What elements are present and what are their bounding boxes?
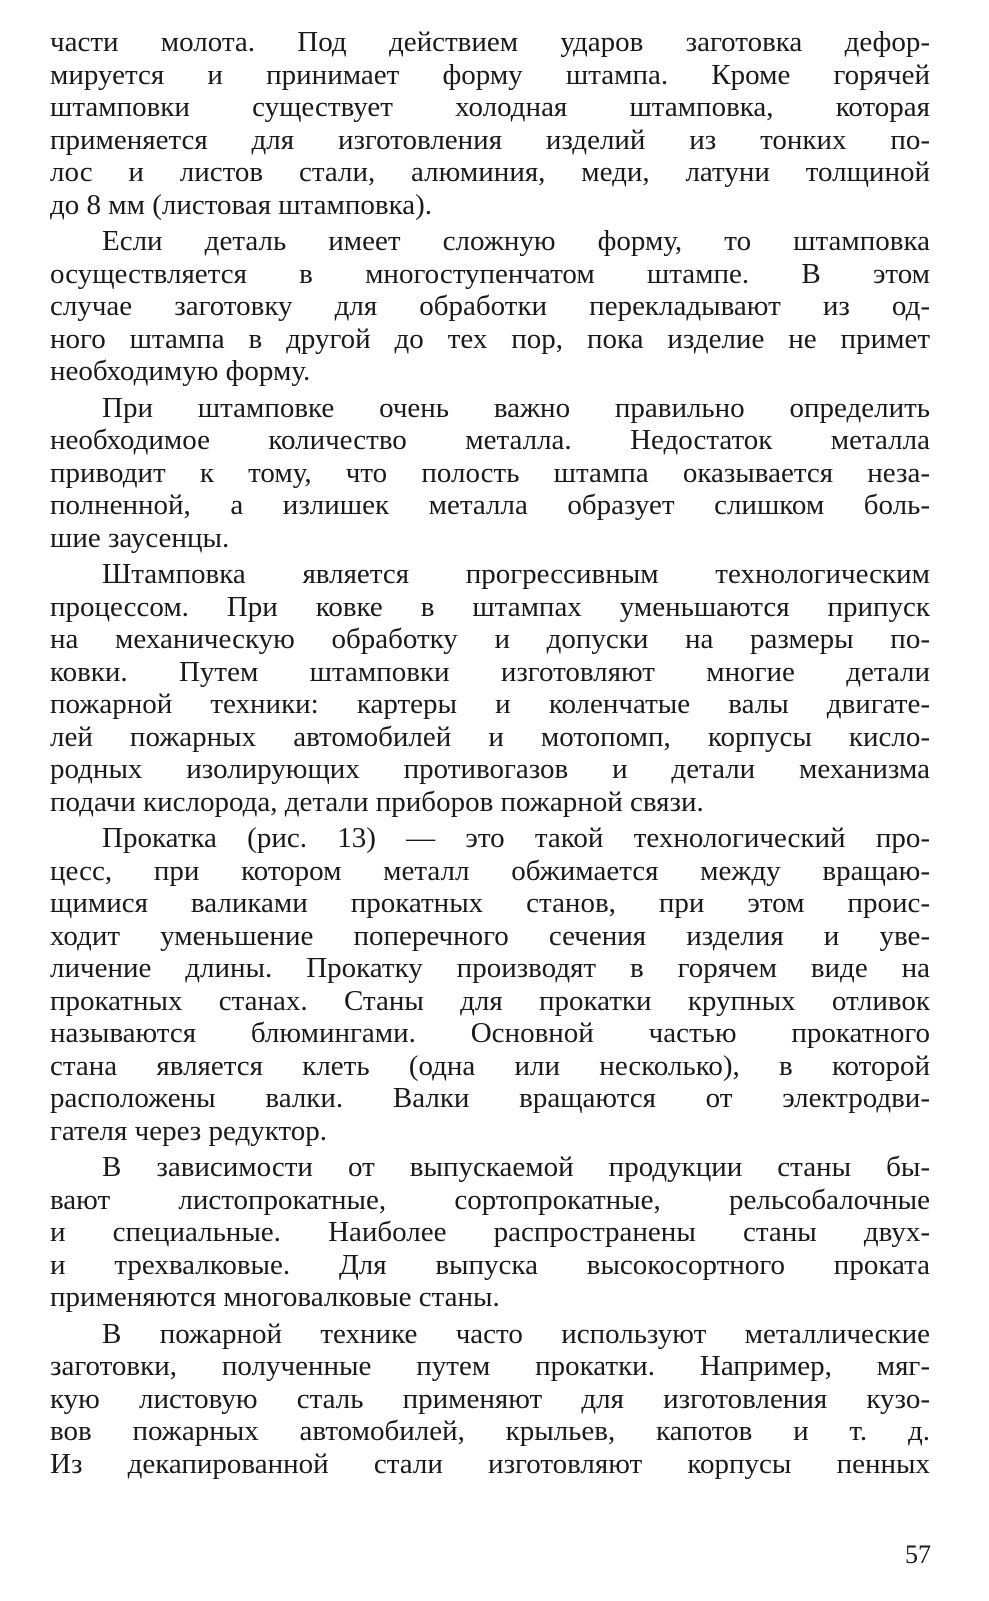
text-line: осуществляется в многоступенчатом штампе. В этом [50, 257, 930, 290]
text-line: шие заусенцы. [50, 521, 230, 554]
paragraph [50, 26, 930, 221]
paragraph [50, 1318, 930, 1481]
text-line: Штамповка является прогрессивным технологическим [102, 558, 930, 590]
text-line: цесс, при котором металл обжимается между вращаю- [50, 854, 930, 887]
text-line: штамповки существует холодная штамповка, которая [50, 91, 930, 123]
text-line: ного штампа в другой до тех пор, пока изделие не примет [50, 322, 930, 355]
text-line: Прокатка (рис. 13) — это такой технологический про- [102, 822, 930, 854]
text-line: Из декапированной стали изготовляют корпусы пенных [50, 1447, 930, 1480]
paragraph [50, 822, 930, 1147]
text-line: Если деталь имеет сложную форму, то штамповка [102, 225, 930, 257]
text-line: мируется и принимает форму штампа. Кроме горячей [50, 58, 930, 91]
text-line: полненной, а излишек металла образует слишком боль- [50, 489, 930, 521]
text-line: необходимую форму. [50, 355, 311, 387]
text-line: В пожарной технике часто используют металлические [102, 1317, 930, 1350]
text-line: применяются многовалковые станы. [50, 1281, 500, 1313]
text-line: гателя через редуктор. [50, 1114, 328, 1147]
text-line: необходимое количество металла. Недостаток металла [50, 424, 930, 456]
text-line: кую листовую сталь применяют для изготовления кузо- [50, 1382, 930, 1415]
text-line: щимися валиками прокатных станов, при этом проис- [50, 887, 930, 919]
text-line: заготовки, полученные путем прокатки. Например, мяг- [50, 1350, 930, 1382]
text-line: части молота. Под действием ударов заготовка дефор- [50, 26, 930, 58]
text-line: вов пожарных автомобилей, крыльев, капотов и т. д. [50, 1415, 930, 1447]
page-number: 57 [905, 1540, 931, 1569]
text-line: и специальные. Наиболее распространены станы двух- [50, 1216, 930, 1248]
paragraph [50, 1151, 930, 1314]
paragraph [50, 392, 930, 555]
paragraph [50, 225, 930, 388]
text-line: расположены валки. Валки вращаются от электродви- [50, 1082, 930, 1114]
text-line: на механическую обработку и допуски на размеры по- [50, 623, 930, 655]
text-line: пожарной техники: картеры и коленчатые валы двигате- [50, 688, 930, 720]
paragraph [50, 558, 930, 818]
body-text [50, 26, 930, 1480]
text-line: вают листопрокатные, сортопрокатные, рельсобалочные [50, 1183, 930, 1216]
text-line: ходит уменьшение поперечного сечения изделия и уве- [50, 919, 930, 952]
text-line: лей пожарных автомобилей и мотопомп, корпусы кисло- [50, 720, 930, 753]
text-line: называются блюмингами. Основной частью прокатного [50, 1017, 930, 1049]
text-line: приводит к тому, что полость штампа оказывается неза- [50, 456, 930, 489]
text-line: прокатных станах. Станы для прокатки крупных отливок [50, 984, 930, 1017]
text-line: В зависимости от выпускаемой продукции станы бы- [102, 1151, 930, 1183]
text-line: стана является клеть (одна или несколько), в которой [50, 1049, 930, 1082]
text-line: процессом. При ковке в штампах уменьшаются припуск [50, 590, 930, 623]
text-line: применяется для изготовления изделий из тонких по- [50, 123, 930, 156]
text-line: подачи кислорода, детали приборов пожарной связи. [50, 785, 704, 818]
text-line: ковки. Путем штамповки изготовляют многие детали [50, 655, 930, 688]
text-line: до 8 мм (листовая штамповка). [50, 188, 433, 221]
text-line: случае заготовку для обработки перекладывают из од- [50, 290, 930, 322]
text-line: личение длины. Прокатку производят в горячем виде на [50, 952, 930, 984]
text-line: и трехвалковые. Для выпуска высокосортного проката [50, 1248, 930, 1281]
text-line: При штамповке очень важно правильно определить [102, 391, 930, 424]
text-line: родных изолирующих противогазов и детали механизма [50, 753, 930, 785]
text-line: лос и листов стали, алюминия, меди, латуни толщиной [50, 156, 930, 188]
